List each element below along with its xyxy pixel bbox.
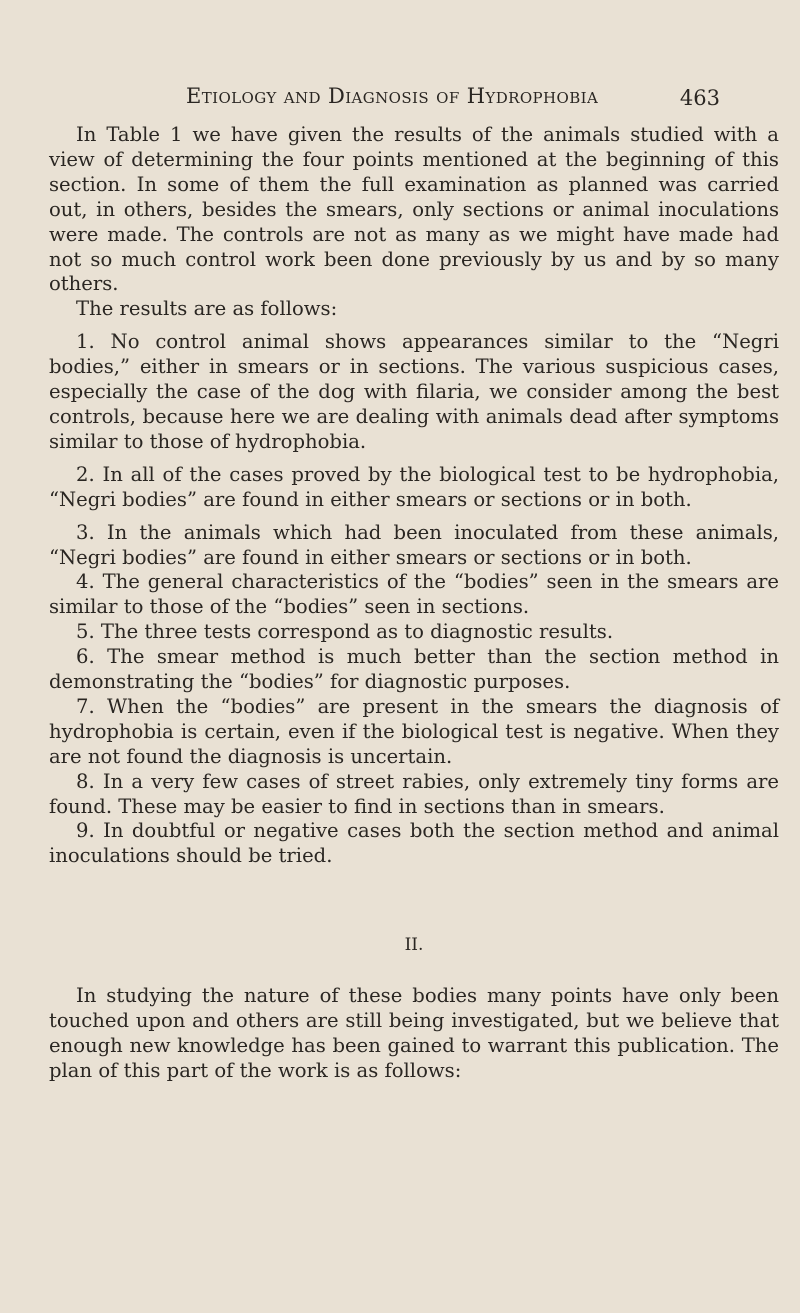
result-item: 6. The smear method is much better than the section method in demonstrating the “bodies” for diagnostic purposes. xyxy=(49,645,779,694)
results-lead: The results are as follows: xyxy=(76,297,338,321)
intro-paragraph: In Table 1 we have given the results of the animals studied with a view of determining the four points mentioned at the beginning of this section. In some of them the full examination as planned was carried out, in others, besides the smears, only sections or animal inoculations were made. The controls are not as many as we might have made had not so much control work been done previously by us and by so many others. xyxy=(49,123,779,296)
section-number: II. xyxy=(404,935,424,956)
result-item: 8. In a very few cases of street rabies, only extremely tiny forms are found. These may be easier to find in sections than in smears. xyxy=(49,769,779,818)
page-body xyxy=(49,123,779,1084)
page-number: 463 xyxy=(679,86,720,110)
section-paragraph: In studying the nature of these bodies many points have only been touched upon and others are still being investigated, but we believe that enough new knowledge has been gained to warrant this publication. The plan of this part of the work is as follows: xyxy=(49,984,779,1082)
result-item: 4. The general characteristics of the “bodies” seen in the smears are similar to those of the “bodies” seen in sections. xyxy=(49,570,779,619)
result-item: 5. The three tests correspond as to diagnostic results. xyxy=(76,620,614,644)
result-item: 2. In all of the cases proved by the biological test to be hydrophobia, “Negri bodies” are found in either smears or sections or in both. xyxy=(49,462,779,511)
page-header xyxy=(186,84,720,116)
result-item: 1. No control animal shows appearances similar to the “Negri bodies,” either in smears or in sections. The various suspicious cases, especially the case of the dog with filaria, we consider among the best controls, because here we are dealing with animals dead after symptoms similar to those of hydrophobia. xyxy=(49,330,779,453)
running-head: Etiology and Diagnosis of Hydrophobia xyxy=(186,84,599,108)
result-item: 7. When the “bodies” are present in the smears the diagnosis of hydrophobia is certain, even if the biological test is negative. When they are not found the diagnosis is uncertain. xyxy=(49,694,779,768)
result-item: 3. In the animals which had been inoculated from these animals, “Negri bodies” are found in either smears or sections or in both. xyxy=(49,520,779,569)
result-item: 9. In doubtful or negative cases both the section method and animal inoculations should be tried. xyxy=(49,819,779,868)
